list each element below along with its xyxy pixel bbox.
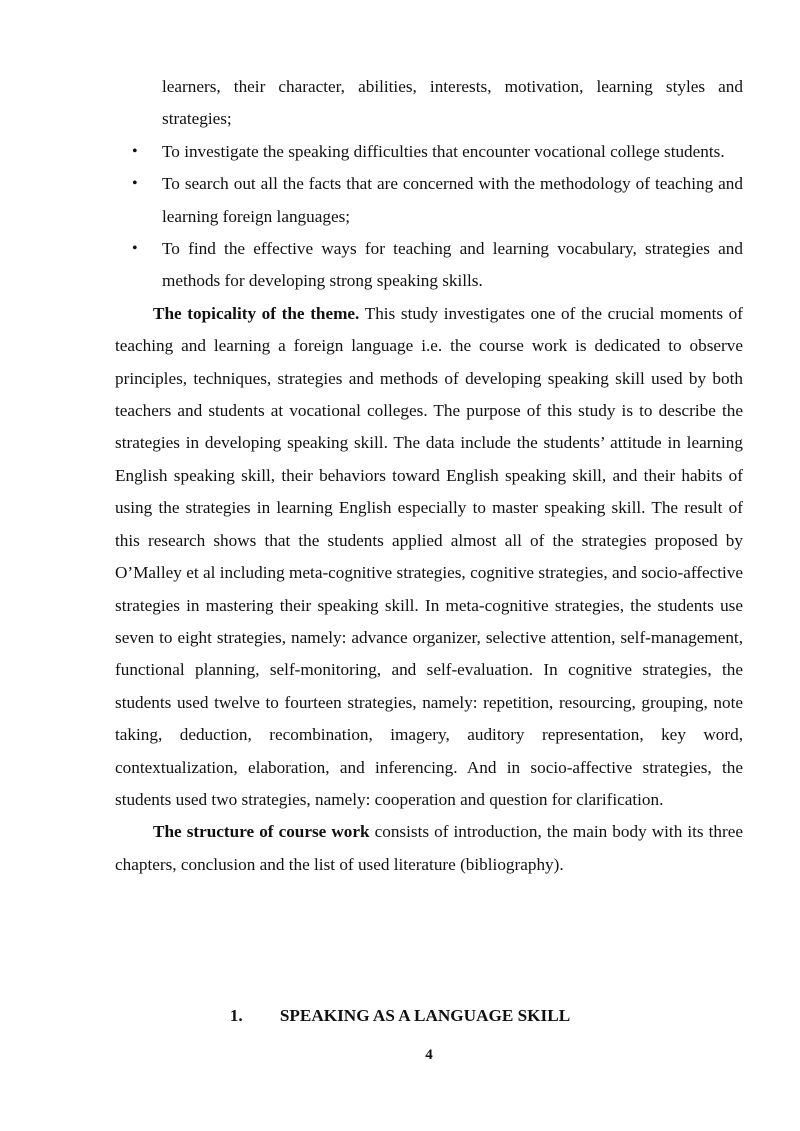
- list-item-text: To find the effective ways for teaching and learning vocabulary, strategies and methods for developing strong speaking skills.: [162, 239, 743, 291]
- list-item: [115, 233, 743, 298]
- objectives-list: [115, 71, 743, 881]
- topicality-paragraph: [115, 298, 743, 817]
- list-item-text: learners, their character, abilities, interests, motivation, learning styles and strategies;: [162, 77, 743, 129]
- structure-lead: The structure of course work: [153, 822, 370, 842]
- bullet-icon: •: [132, 240, 138, 258]
- bullet-icon: •: [132, 142, 138, 160]
- list-item-text: To investigate the speaking difficulties that encounter vocational college students.: [162, 141, 725, 161]
- topicality-lead: The topicality of the theme.: [153, 303, 360, 323]
- list-item-text: To search out all the facts that are concerned with the methodology of teaching and learning foreign languages;: [162, 174, 743, 226]
- section-heading: [0, 1000, 800, 1032]
- section-title: SPEAKING AS A LANGUAGE SKILL: [279, 1006, 571, 1025]
- list-item-continuation: [115, 71, 743, 136]
- bullet-icon: •: [132, 175, 138, 193]
- page-number: 4: [425, 1047, 433, 1063]
- list-item: [115, 168, 743, 233]
- structure-paragraph: [115, 816, 743, 881]
- section-number: 1.: [229, 1006, 243, 1025]
- structure-text: consists of introduction, the main body with its three chapters, conclusion and the list of used literature (bibliography).: [115, 822, 743, 874]
- list-item: [115, 136, 743, 168]
- topicality-text: This study investigates one of the crucial moments of teaching and learning a foreign language i.e. the course work is dedicated to observe principles, techniques, strategies and methods of developing speaking skill used by both teachers and students at vocational colleges. The purpose of this study is to describe the strategies in developing speaking skill. The data include the students’ attitude in learning English speaking skill, their behaviors toward English speaking skill, and their habits of using the strategies in learning English especially to master speaking skill. The result of this research shows that the students applied almost all of the strategies proposed by O’Malley et al including meta-cognitive strategies, cognitive strategies, and socio-affective strategies in mastering their speaking skill. In meta-cognitive strategies, the students use seven to eight strategies, namely: advance organizer, selective attention, self-management, functional planning, self-monitoring, and self-evaluation. In cognitive strategies, the students used twelve to fourteen strategies, namely: repetition, resourcing, grouping, note taking, deduction, recombination, imagery, auditory representation, key word, contextualization, elaboration, and inferencing. And in socio-affective strategies, the students used two strategies, namely: cooperation and question for clarification.: [115, 303, 744, 809]
